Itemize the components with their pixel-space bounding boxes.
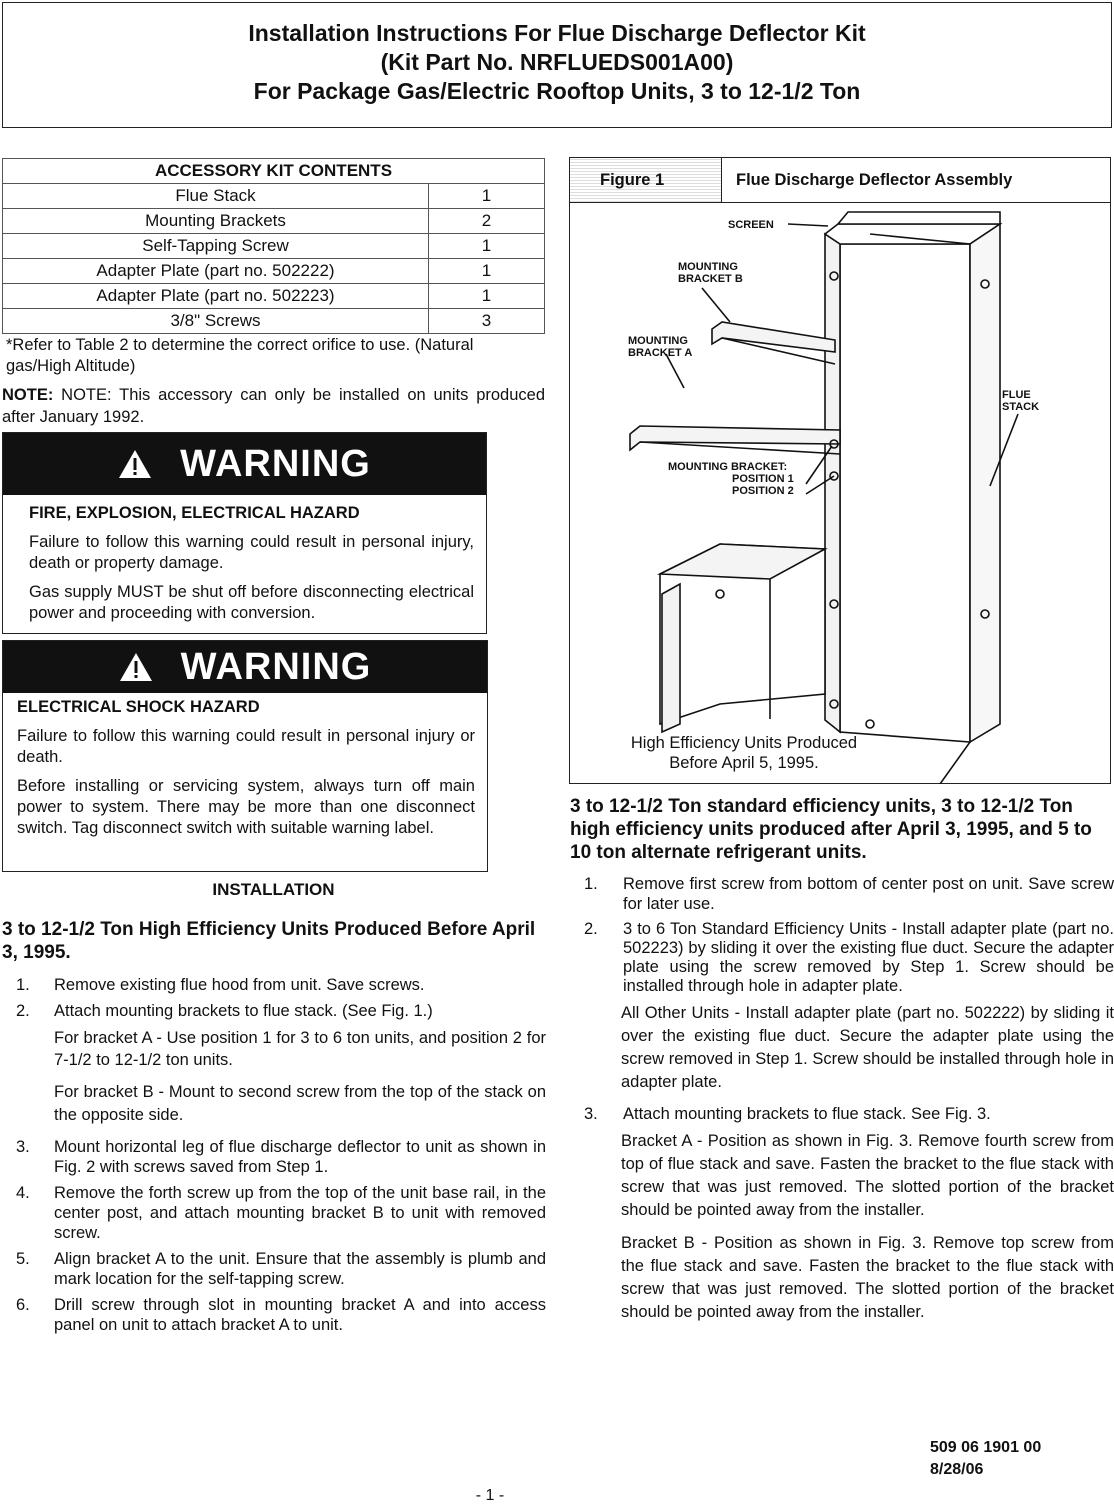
section-heading: 3 to 12-1/2 Ton standard efficiency units, 3 to 12-1/2 Ton high efficiency units produced after April 3, 1995, and 5 to 10 ton alternate refrigerant units. xyxy=(570,796,1092,863)
note-label: NOTE: xyxy=(2,386,54,404)
note-paragraph xyxy=(2,384,545,428)
kit-qty: 1 xyxy=(429,184,545,209)
label-position-2: POSITION 2 xyxy=(732,485,794,497)
steps-list xyxy=(4,975,546,1341)
document-number xyxy=(930,1437,1041,1481)
step-text: Drill screw through slot in mounting bracket A and into access panel on unit to attach bracket A to unit. xyxy=(54,1296,546,1334)
kit-item: Self-Tapping Screw xyxy=(3,234,429,259)
list-item: 3. Attach mounting brackets to flue stack. See Fig. 3. xyxy=(584,1105,991,1123)
title-line-1: Installation Instructions For Flue Discharge Deflector Kit xyxy=(248,20,866,46)
steps-list xyxy=(572,874,1114,1334)
kit-item: Adapter Plate (part no. 502222) xyxy=(3,259,429,284)
table-row xyxy=(3,309,545,334)
list-item: 2. Attach mounting brackets to flue stack. (See Fig. 1.) xyxy=(16,1002,433,1020)
label-bracket-b: MOUNTING xyxy=(678,261,738,273)
figure-1 xyxy=(569,157,1111,784)
warning-triangle-icon xyxy=(119,652,153,682)
step-subtext: Bracket B - Position as shown in Fig. 3. Remove top screw from the flue stack and save. Fasten the bracket to the flue stack with screw that was just removed. The slotted portion of the bracket should be pointed away from the installer. xyxy=(621,1234,1114,1321)
step-subtext: For bracket B - Mount to second screw from the top of the stack on the opposite side. xyxy=(54,1083,546,1124)
kit-item: Flue Stack xyxy=(3,184,429,209)
step-subtext: Bracket A - Position as shown in Fig. 3. Remove fourth screw from top of flue stack and save. Fasten the bracket to the flue stack with screw that was just removed. The slotted portion of the bracket should be pointed away from the installer. xyxy=(621,1132,1114,1219)
label-mounting-bracket: MOUNTING BRACKET: xyxy=(668,461,788,473)
step-text: Attach mounting brackets to flue stack. (See Fig. 1.) xyxy=(54,1002,433,1020)
warning-header xyxy=(3,641,487,693)
document-title xyxy=(2,2,1112,128)
kit-footnote: *Refer to Table 2 to determine the correct orifice to use. (Natural gas/High Altitude) xyxy=(6,336,474,375)
step-text: Align bracket A to the unit. Ensure that the assembly is plumb and mark location for the self-tapping screw. xyxy=(54,1250,546,1288)
list-item: 5. Align bracket A to the unit. Ensure that the assembly is plumb and mark location for the self-tapping screw. xyxy=(16,1250,546,1288)
table-row xyxy=(3,234,545,259)
kit-contents-table xyxy=(2,158,545,334)
kit-qty: 3 xyxy=(429,309,545,334)
title-line-2: (Kit Part No. NRFLUEDS001A00) xyxy=(380,49,734,75)
kit-qty: 2 xyxy=(429,209,545,234)
kit-item: 3/8" Screws xyxy=(3,309,429,334)
warning-heading: WARNING xyxy=(180,645,372,688)
table-row xyxy=(3,259,545,284)
warning-header xyxy=(3,433,486,495)
table-row xyxy=(3,209,545,234)
warning-heading: WARNING xyxy=(180,442,371,485)
figure-caption: Before April 5, 1995. xyxy=(669,754,819,772)
table-row xyxy=(3,184,545,209)
kit-qty: 1 xyxy=(429,234,545,259)
step-text: Mount horizontal leg of flue discharge deflector to unit as shown in Fig. 2 with screws saved from Step 1. xyxy=(54,1138,546,1176)
doc-date: 8/28/06 xyxy=(930,1461,984,1478)
list-item: 1. Remove first screw from bottom of center post on unit. Save screw for later use. xyxy=(584,875,1114,913)
section-heading: 3 to 12-1/2 Ton High Efficiency Units Produced Before April 3, 1995. xyxy=(2,919,536,963)
step-text: Remove the forth screw up from the top of the unit base rail, in the center post, and attach mounting bracket B to unit with removed screw. xyxy=(54,1184,546,1242)
warning-box-shock xyxy=(2,640,488,872)
warning-triangle-icon xyxy=(118,449,152,479)
step-text: Remove first screw from bottom of center post on unit. Save screw for later use. xyxy=(623,875,1114,913)
step-subtext: All Other Units - Install adapter plate (part no. 502222) by sliding it over the existing flue duct. Secure the adapter plate using the screw removed in Step 1. Screw should be installed through hole in adapter plate. xyxy=(621,1004,1114,1091)
kit-item: Mounting Brackets xyxy=(3,209,429,234)
warning-box-fire xyxy=(2,432,487,634)
list-item: 6. Drill screw through slot in mounting bracket A and into access panel on unit to attach bracket A to unit. xyxy=(16,1296,546,1334)
label-flue-stack: STACK xyxy=(1002,401,1040,413)
label-bracket-b: BRACKET B xyxy=(678,273,743,285)
figure-label: Figure 1 xyxy=(570,158,722,202)
list-item: 2. 3 to 6 Ton Standard Efficiency Units - Install adapter plate (part no. 502223) by sliding it over the existing flue duct. Secure the adapter plate using the screw removed by Step 1. Screw should be installed through hole in adapter plate. xyxy=(584,920,1114,995)
list-item: 1. Remove existing flue hood from unit. Save screws. xyxy=(16,976,425,994)
warning-text: Gas supply MUST be shut off before disconnecting electrical power and proceeding with conversion. xyxy=(29,583,474,622)
warning-text: Before installing or servicing system, always turn off main power to system. There may be more than one disconnect switch. Tag disconnect switch with suitable warning label. xyxy=(17,777,475,837)
kit-qty: 1 xyxy=(429,259,545,284)
warning-text: Failure to follow this warning could result in personal injury, death or property damage. xyxy=(29,533,474,572)
page-number: - 1 - xyxy=(475,1487,505,1504)
kit-qty: 1 xyxy=(429,284,545,309)
step-subtext: For bracket A - Use position 1 for 3 to 6 ton units, and position 2 for 7-1/2 to 12-1/2 ton units. xyxy=(54,1029,546,1069)
doc-number: 509 06 1901 00 xyxy=(930,1439,1042,1456)
list-item: 3. Mount horizontal leg of flue discharge deflector to unit as shown in Fig. 2 with screws saved from Step 1. xyxy=(16,1138,546,1176)
label-flue-stack: FLUE xyxy=(1002,389,1031,401)
label-bracket-a: MOUNTING xyxy=(628,335,688,347)
figure-title: Flue Discharge Deflector Assembly xyxy=(736,170,1013,189)
figure-caption: High Efficiency Units Produced xyxy=(630,734,858,752)
note-text: NOTE: This accessory can only be installed on units produced after January 1992. xyxy=(2,386,545,426)
step-text: Attach mounting brackets to flue stack. See Fig. 3. xyxy=(623,1105,991,1123)
list-item: 4. Remove the forth screw up from the top of the unit base rail, in the center post, and attach mounting bracket B to unit with removed screw. xyxy=(16,1184,546,1242)
label-bracket-a: BRACKET A xyxy=(628,347,693,359)
label-screen: SCREEN xyxy=(728,219,774,231)
kit-contents-header: ACCESSORY KIT CONTENTS xyxy=(3,159,545,184)
label-position-1: POSITION 1 xyxy=(732,473,794,485)
hazard-title: FIRE, EXPLOSION, ELECTRICAL HAZARD xyxy=(29,504,360,522)
step-text: 3 to 6 Ton Standard Efficiency Units - Install adapter plate (part no. 502223) by sliding it over the existing flue duct. Secure the adapter plate using the screw removed by Step 1. Screw should be installed through hole in adapter plate. xyxy=(623,920,1114,995)
step-text: Remove existing flue hood from unit. Save screws. xyxy=(54,976,425,994)
table-row xyxy=(3,284,545,309)
installation-heading: INSTALLATION xyxy=(212,880,335,899)
kit-item: Adapter Plate (part no. 502223) xyxy=(3,284,429,309)
warning-text: Failure to follow this warning could result in personal injury or death. xyxy=(17,727,475,766)
flue-deflector-drawing xyxy=(570,204,1110,784)
title-line-3: For Package Gas/Electric Rooftop Units, 3 to 12-1/2 Ton xyxy=(253,78,861,104)
hazard-title: ELECTRICAL SHOCK HAZARD xyxy=(17,698,260,716)
